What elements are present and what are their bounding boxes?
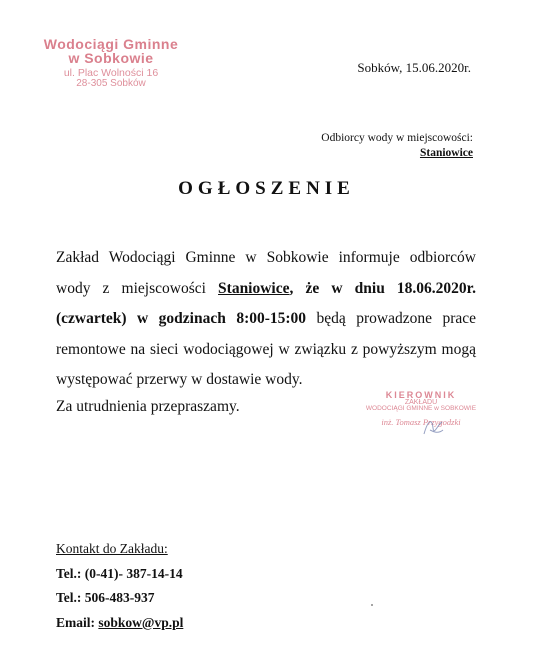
stamp-line-3: ul. Plac Wolności 16: [63, 67, 159, 79]
body-place: Staniowice: [218, 279, 290, 297]
stamp-line-4: 28-305 Sobków: [76, 78, 146, 89]
body-part-3: będą prowadzone prace remontowe na sieci wodociągowej w związku z powyższym mogą występować przerwy w dostawie wody.: [56, 310, 476, 388]
company-stamp: [36, 36, 186, 89]
manager-stamp-line-4: inż. Tomasz Przygodzki: [381, 417, 461, 427]
stamp-line-2: w Sobkowie: [68, 50, 154, 66]
stamp-line-1: Wodociągi Gminne: [43, 36, 179, 52]
document-date: Sobków, 15.06.2020r.: [357, 60, 471, 75]
document-title: OGŁOSZENIE: [178, 178, 355, 199]
body-part-1: Zakład Wodociągi Gminne w Sobkowie informuje odbiorców wody z miejscowości: [56, 249, 476, 297]
manager-stamp-line-1: KIEROWNIK: [385, 390, 457, 400]
contact-block: [56, 537, 183, 635]
recipients-label: Odbiorcy wody w miejscowości:: [321, 132, 473, 144]
manager-stamp-line-2: ZAKŁADU: [404, 399, 438, 406]
contact-email: [56, 611, 183, 636]
tel2-value: 506-483-937: [84, 590, 155, 605]
scan-speck: [371, 604, 373, 606]
apology-text: Za utrudnienia przepraszamy.: [56, 398, 240, 415]
email-label: Email:: [56, 614, 99, 630]
signature-icon: [420, 414, 446, 442]
manager-stamp-line-3: WODOCIĄGI GMINNE w SOBKOWIE: [365, 405, 477, 412]
email-link[interactable]: sobkow@vp.pl: [98, 614, 184, 630]
body-part-2: , że w dniu 18.06.2020r. (czwartek) w godzinach 8:00-15:00: [56, 279, 477, 327]
recipients-place: Staniowice: [419, 147, 473, 159]
tel2-label: Tel.:: [56, 590, 85, 605]
contact-phone-1: [56, 562, 183, 587]
recipients-block: [321, 131, 473, 161]
tel1-label: Tel.:: [56, 565, 85, 581]
tel1-value: (0-41)- 387-14-14: [84, 565, 183, 581]
announcement-body: [56, 243, 476, 396]
contact-heading: Kontakt do Zakładu:: [56, 541, 168, 556]
contact-phone-2: [56, 586, 183, 611]
